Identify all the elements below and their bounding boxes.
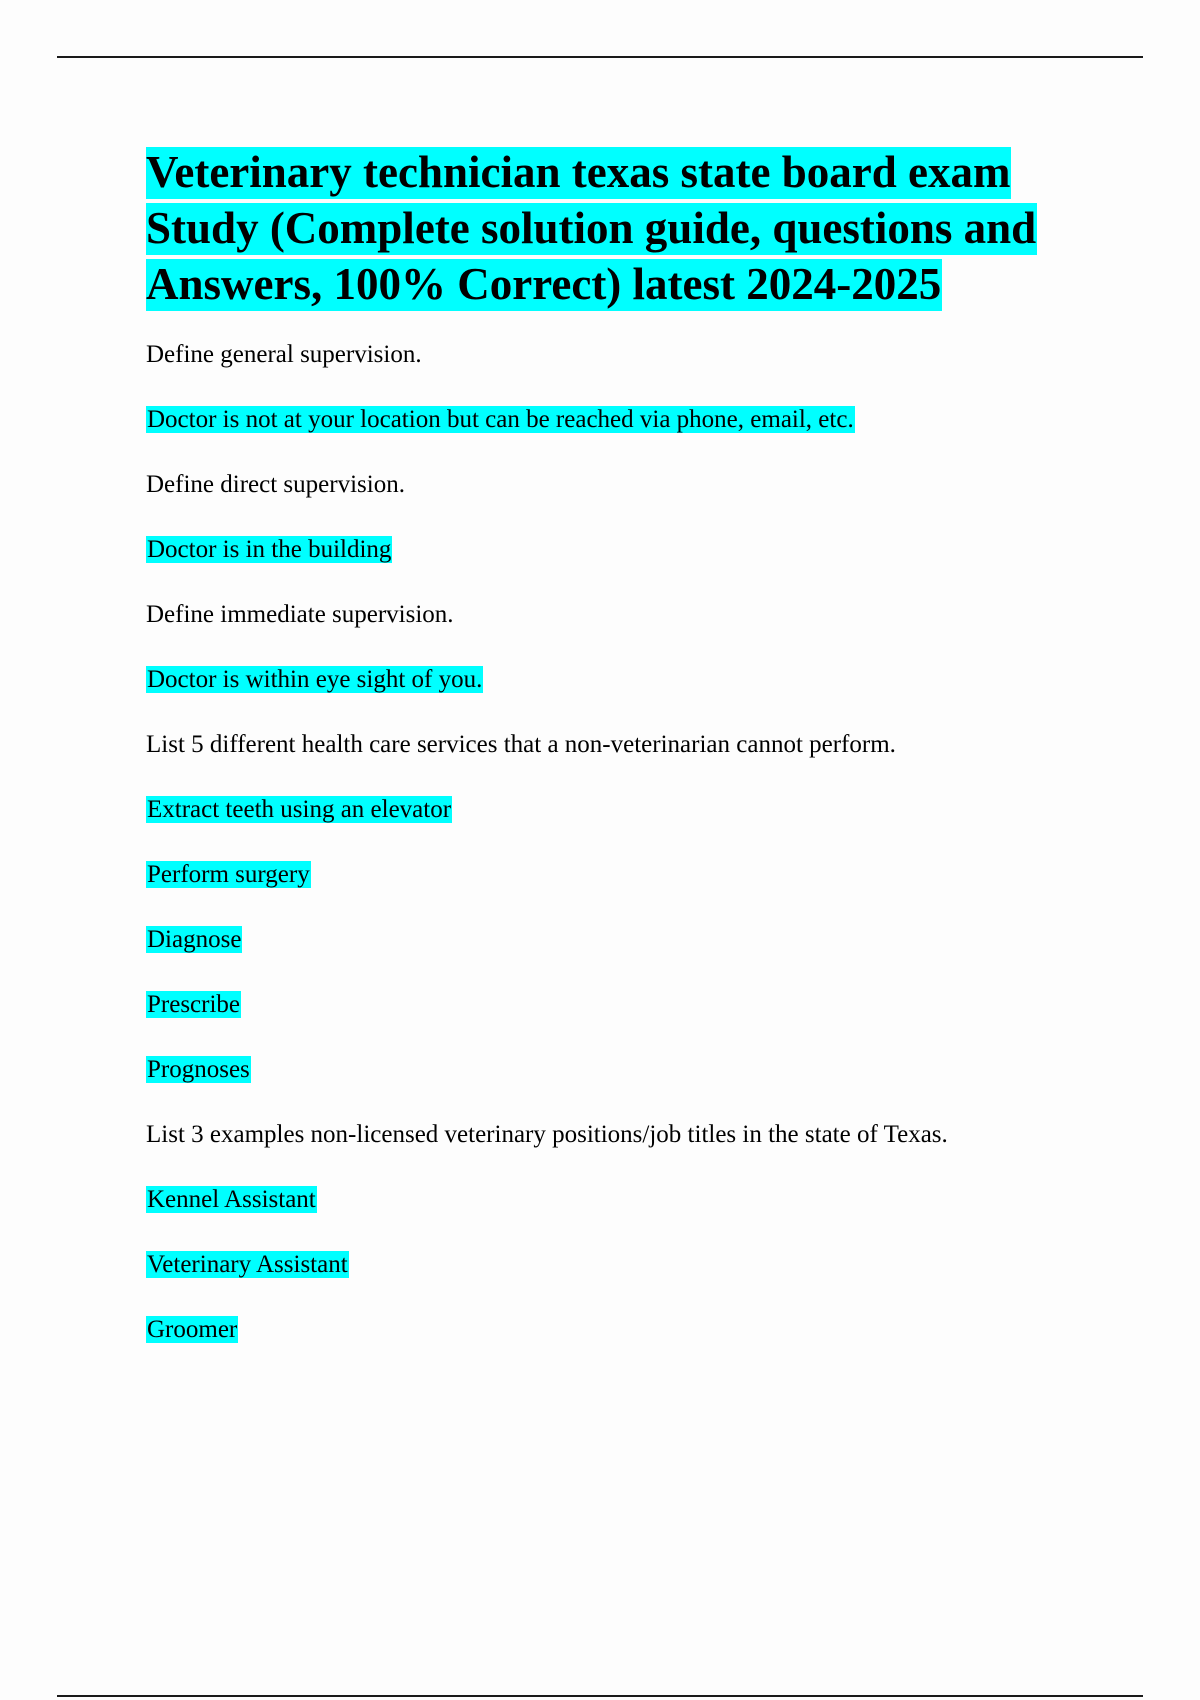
answer-text: Extract teeth using an elevator — [147, 796, 452, 823]
document-body — [146, 144, 1106, 1362]
answer-line — [146, 907, 1106, 972]
answer-text: Prescribe — [147, 991, 241, 1018]
answer-line — [146, 387, 1106, 452]
answer-text: Groomer — [147, 1316, 238, 1343]
question-line — [146, 712, 1106, 777]
answer-line — [146, 777, 1106, 842]
qa-list — [146, 322, 1106, 1362]
answer-line — [146, 647, 1106, 712]
question-text: Define direct supervision. — [146, 471, 405, 498]
question-line — [146, 1102, 1106, 1167]
title-text: Veterinary technician texas state board exam Study (Complete solution guide, questions and Answers, 100% Correct) latest 2024-2025 — [146, 147, 1037, 309]
answer-text: Prognoses — [147, 1056, 250, 1083]
question-line — [146, 582, 1106, 647]
answer-text: Doctor is in the building — [147, 536, 392, 563]
answer-text: Veterinary Assistant — [147, 1251, 348, 1278]
answer-line — [146, 1167, 1106, 1232]
answer-text: Diagnose — [147, 926, 242, 953]
question-text: List 5 different health care services that a non-veterinarian cannot perform. — [146, 731, 896, 758]
answer-text: Doctor is not at your location but can be reached via phone, email, etc. — [147, 406, 854, 433]
question-text: Define general supervision. — [146, 341, 422, 368]
question-line — [146, 322, 1106, 387]
answer-text: Kennel Assistant — [147, 1186, 316, 1213]
answer-line — [146, 1232, 1106, 1297]
document-title — [146, 144, 1106, 312]
top-rule — [57, 56, 1143, 58]
answer-line — [146, 1037, 1106, 1102]
question-line — [146, 452, 1106, 517]
question-text: Define immediate supervision. — [146, 601, 454, 628]
answer-line — [146, 1297, 1106, 1362]
answer-line — [146, 842, 1106, 907]
bottom-rule — [57, 1695, 1143, 1697]
question-text: List 3 examples non-licensed veterinary positions/job titles in the state of Texas. — [146, 1121, 948, 1148]
answer-line — [146, 972, 1106, 1037]
answer-text: Perform surgery — [147, 861, 310, 888]
answer-line — [146, 517, 1106, 582]
answer-text: Doctor is within eye sight of you. — [147, 666, 483, 693]
